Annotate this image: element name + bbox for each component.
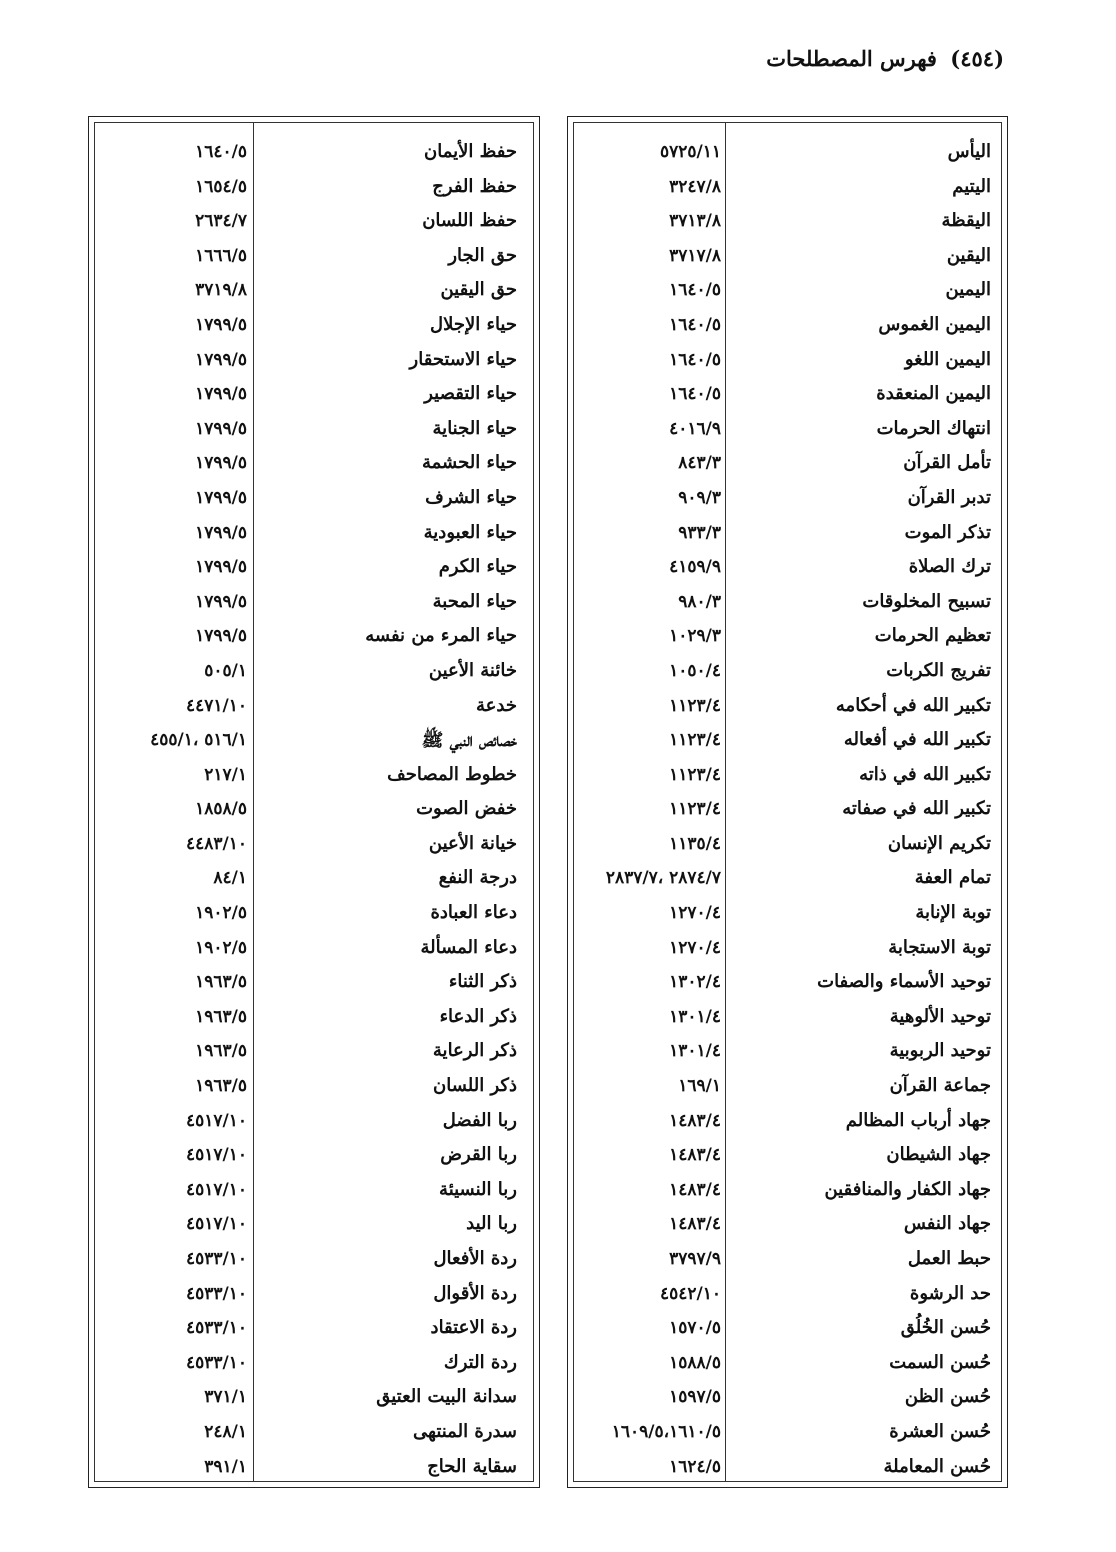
entry-term: ذكر الثناء <box>448 971 517 993</box>
entry-term: تسبيح المخلوقات <box>862 590 991 612</box>
entry-reference: ١٠٢٩/٣ <box>669 626 721 647</box>
entry-reference: ٤٥٣٣/١٠ <box>186 1249 247 1269</box>
index-entry <box>568 379 1007 414</box>
entry-term: سدانة البيت العتيق <box>376 1386 517 1408</box>
entry-term: تفريج الكربات <box>886 659 991 681</box>
entry-term: ذكر الدعاء <box>439 1005 517 1027</box>
entry-term: ربا القرض <box>440 1144 517 1166</box>
index-entry <box>89 829 539 864</box>
entry-reference: ١٨٥٨/٥ <box>195 799 247 820</box>
entry-term: اليمين اللغو <box>904 348 991 370</box>
index-entry <box>568 1209 1007 1244</box>
entry-reference: ٩٣٣/٣ <box>678 522 721 543</box>
index-entry <box>89 1175 539 1210</box>
entry-reference: ٣٧١٩/٨ <box>195 280 247 301</box>
entry-reference: ١٦٥٤/٥ <box>195 176 247 197</box>
entry-reference: ١٣٠٢/٤ <box>669 972 721 993</box>
entry-reference: ٤٥١٧/١٠ <box>186 1179 247 1200</box>
entry-term: جهاد النفس <box>903 1213 991 1235</box>
entry-reference: ٣٧٩٧/٩ <box>669 1249 721 1269</box>
entry-reference: ١٧٩٩/٥ <box>195 453 247 474</box>
index-entry <box>89 863 539 898</box>
entry-reference: ١١٣٥/٤ <box>669 833 721 854</box>
entry-reference: ١٦٢٤/٥ <box>669 1456 721 1477</box>
entry-reference: ١٥٧٠/٥ <box>669 1318 721 1339</box>
entry-reference: ٢٦٣٤/٧ <box>195 211 247 232</box>
entry-term: تكريم الإنسان <box>887 832 991 854</box>
entry-term: ربا النسيئة <box>439 1178 517 1200</box>
index-entry <box>568 310 1007 345</box>
index-entry <box>568 1313 1007 1348</box>
entry-term: اليتيم <box>952 175 991 197</box>
index-entry <box>89 1036 539 1071</box>
entry-reference: ٨٤/١ <box>213 868 247 889</box>
index-entry <box>568 967 1007 1002</box>
entry-reference: ١٧٩٩/٥ <box>195 349 247 370</box>
index-entry <box>89 725 539 760</box>
index-entry <box>89 1348 539 1383</box>
index-entry <box>568 1002 1007 1037</box>
entry-term: خيانة الأعين <box>428 832 517 854</box>
index-entry <box>568 587 1007 622</box>
entry-term: حُسن المعاملة <box>883 1455 991 1477</box>
index-entry <box>568 172 1007 207</box>
entry-term: حياء المحبة <box>432 590 517 612</box>
index-entry <box>568 483 1007 518</box>
entry-term: جهاد أرباب المظالم <box>845 1109 991 1131</box>
index-entry <box>89 794 539 829</box>
index-entry <box>568 725 1007 760</box>
entry-term: انتهاك الحرمات <box>876 417 991 439</box>
entry-reference: ٤١٥٩/٩ <box>669 557 721 578</box>
index-entry <box>568 933 1007 968</box>
entry-reference: ١٦٠٩/٥،١٦١٠/٥ <box>611 1421 721 1442</box>
entry-term: تكبير الله في أحكامه <box>835 694 991 716</box>
entry-term: جهاد الشيطان <box>886 1144 991 1166</box>
entry-reference: ١٩٦٣/٥ <box>195 972 247 993</box>
index-entry <box>89 1244 539 1279</box>
entry-term: توبة الاستجابة <box>888 936 991 958</box>
index-entry <box>568 794 1007 829</box>
index-entry <box>89 552 539 587</box>
index-entry <box>89 656 539 691</box>
entry-term: ردة الترك <box>443 1351 517 1373</box>
entry-term: تأمل القرآن <box>903 452 991 474</box>
entry-reference: ١١٢٣/٤ <box>669 799 721 820</box>
index-entry <box>568 206 1007 241</box>
index-entry <box>89 1209 539 1244</box>
entry-reference: ١٥٨٨/٥ <box>669 1352 721 1373</box>
page-title: فهرس المصطلحات <box>766 46 937 71</box>
index-entry <box>89 518 539 553</box>
entry-reference: ١٧٩٩/٥ <box>195 626 247 647</box>
entry-term: دعاء العبادة <box>430 902 517 924</box>
entry-term: تكبير الله في أفعاله <box>843 729 991 751</box>
index-entry <box>568 1071 1007 1106</box>
index-entry <box>568 1106 1007 1141</box>
index-entry <box>568 898 1007 933</box>
entry-term: اليمين المنعقدة <box>876 383 991 405</box>
index-entry <box>89 310 539 345</box>
entry-term: توبة الإنابة <box>915 902 991 924</box>
entry-term: خفض الصوت <box>416 798 517 820</box>
index-entry <box>89 448 539 483</box>
index-entry <box>89 1382 539 1417</box>
entry-term: حياء التقصير <box>424 383 517 405</box>
index-entry <box>568 656 1007 691</box>
index-entry <box>89 1106 539 1141</box>
index-entry <box>89 587 539 622</box>
entry-reference: ١٦٤٠/٥ <box>669 280 721 301</box>
index-entry <box>568 1452 1007 1487</box>
entry-reference: ١٧٩٩/٥ <box>195 314 247 335</box>
entry-term: ردة الأفعال <box>433 1248 517 1269</box>
entry-list <box>89 137 539 1486</box>
entry-term: حياء الكرم <box>438 556 517 578</box>
index-entry <box>89 414 539 449</box>
entry-reference: ١٧٩٩/٥ <box>195 418 247 439</box>
entry-list <box>568 137 1007 1486</box>
entry-term: سقاية الحاج <box>427 1455 517 1477</box>
index-entry <box>568 275 1007 310</box>
entry-reference: ١٦٦٦/٥ <box>195 245 247 266</box>
entry-reference: ١٧٩٩/٥ <box>195 384 247 405</box>
index-entry <box>568 760 1007 795</box>
index-entry <box>89 1140 539 1175</box>
entry-term: جهاد الكفار والمنافقين <box>824 1178 991 1200</box>
index-entry <box>568 621 1007 656</box>
entry-reference: ١٦٤٠/٥ <box>195 142 247 162</box>
entry-reference: ٥٠٥/١ <box>204 660 247 681</box>
index-entry <box>89 691 539 726</box>
entry-reference: ٤٤٧١/١٠ <box>186 695 247 716</box>
index-entry <box>568 1348 1007 1383</box>
entry-reference: ١٧٩٩/٥ <box>195 487 247 508</box>
entry-reference: ٢٨٧٤/٧ ،٢٨٣٧/٧ <box>605 868 721 889</box>
entry-term: حق الجار <box>448 244 517 266</box>
entry-reference: ٣٧١٧/٨ <box>669 245 721 266</box>
entry-reference: ١٦٤٠/٥ <box>669 314 721 335</box>
entry-reference: ٣٧١٣/٨ <box>669 211 721 232</box>
entry-term: تعظيم الحرمات <box>874 625 991 647</box>
entry-reference: ٣٩١/١ <box>204 1456 247 1477</box>
page-header <box>766 46 1004 71</box>
page-number: (٤٥٤) <box>950 46 1004 71</box>
entry-reference: ١٥٩٧/٥ <box>669 1387 721 1408</box>
entry-reference: ١٧٩٩/٥ <box>195 522 247 543</box>
entry-term: سدرة المنتهى <box>413 1420 517 1442</box>
entry-term: ذكر الرعاية <box>432 1040 517 1062</box>
index-entry <box>568 137 1007 172</box>
entry-reference: ٤٥٣٣/١٠ <box>186 1318 247 1339</box>
entry-term: تمام العفة <box>914 867 991 889</box>
entry-reference: ١٩٦٣/٥ <box>195 1006 247 1027</box>
entry-reference: ٩٠٩/٣ <box>678 487 721 508</box>
index-entry <box>89 621 539 656</box>
entry-reference: ١١٢٣/٤ <box>669 764 721 785</box>
index-entry <box>568 1140 1007 1175</box>
entry-reference: ١٧٩٩/٥ <box>195 591 247 612</box>
entry-term: حفظ الأيمان <box>424 141 517 162</box>
entry-reference: ٤٥١٧/١٠ <box>186 1110 247 1131</box>
entry-reference: ١٤٨٣/٤ <box>669 1179 721 1200</box>
entry-reference: ١٦٤٠/٥ <box>669 349 721 370</box>
entry-term: حياء الحشمة <box>422 452 517 474</box>
index-column-left <box>88 116 540 1488</box>
index-column-right <box>567 116 1008 1488</box>
index-entry <box>568 1175 1007 1210</box>
entry-term: اليقظة <box>941 210 991 232</box>
entry-term: توحيد الربوبية <box>889 1040 991 1062</box>
entry-term: اليأس <box>947 141 991 162</box>
index-entry <box>568 1382 1007 1417</box>
index-entry <box>89 933 539 968</box>
index-entry <box>568 829 1007 864</box>
entry-term: درجة النفع <box>438 867 517 889</box>
index-entry <box>568 345 1007 380</box>
entry-reference: ٥١٦/١ ،٤٥٥/١ <box>150 730 247 751</box>
entry-reference: ١٧٩٩/٥ <box>195 557 247 578</box>
index-entry <box>89 1313 539 1348</box>
entry-term: حياء الإجلال <box>430 313 517 335</box>
entry-term: دعاء المسألة <box>420 936 517 958</box>
index-entry <box>89 275 539 310</box>
entry-term: حُسن الظن <box>904 1386 991 1408</box>
entry-term: حياء العبودية <box>423 521 517 543</box>
entry-reference: ٩٨٠/٣ <box>678 591 721 612</box>
entry-reference: ٤٠١٦/٩ <box>669 418 721 439</box>
index-entry <box>568 241 1007 276</box>
entry-reference: ٤٥٤٢/١٠ <box>660 1283 721 1304</box>
entry-reference: ٢١٧/١ <box>204 764 247 785</box>
entry-term: اليمين <box>945 279 991 301</box>
index-entry <box>568 1244 1007 1279</box>
entry-reference: ١٦٩/١ <box>678 1076 721 1097</box>
index-entry <box>89 1002 539 1037</box>
entry-term: ردة الاعتقاد <box>430 1317 517 1339</box>
entry-term: خدعة <box>476 694 517 716</box>
index-entry <box>568 1279 1007 1314</box>
index-entry <box>89 1452 539 1487</box>
index-entry <box>568 552 1007 587</box>
index-entry <box>89 967 539 1002</box>
entry-reference: ١٤٨٣/٤ <box>669 1145 721 1166</box>
entry-reference: ١١٢٣/٤ <box>669 730 721 751</box>
entry-reference: ١٦٤٠/٥ <box>669 384 721 405</box>
index-entry <box>89 1279 539 1314</box>
index-entry <box>89 206 539 241</box>
entry-term: حياء المرء من نفسه <box>365 625 517 647</box>
entry-term: خطوط المصاحف <box>387 763 517 785</box>
entry-reference: ٢٤٨/١ <box>204 1421 247 1442</box>
entry-term: حق اليقين <box>440 279 517 301</box>
entry-term: حبط العمل <box>907 1248 991 1269</box>
entry-reference: ١٩٠٢/٥ <box>195 903 247 924</box>
entry-term: ربا اليد <box>466 1213 517 1235</box>
entry-reference: ٤٥٣٣/١٠ <box>186 1352 247 1373</box>
entry-reference: ٥٧٢٥/١١ <box>660 142 721 162</box>
index-entry <box>89 241 539 276</box>
entry-reference: ٣٧١/١ <box>204 1387 247 1408</box>
index-entry <box>89 898 539 933</box>
entry-term: ردة الأقوال <box>433 1282 517 1304</box>
entry-term: اليمين الغموس <box>878 313 991 335</box>
entry-term: تدبر القرآن <box>907 486 991 508</box>
entry-term: حياء الاستحقار <box>409 348 517 370</box>
entry-term: تذكر الموت <box>904 521 991 543</box>
entry-term: ربا الفضل <box>442 1109 517 1131</box>
entry-term: حياء الجناية <box>432 417 517 439</box>
entry-reference: ٤٥١٧/١٠ <box>186 1145 247 1166</box>
entry-reference: ١٤٨٣/٤ <box>669 1110 721 1131</box>
index-entry <box>568 518 1007 553</box>
entry-term: حفظ الفرج <box>432 175 517 197</box>
entry-term: توحيد الألوهية <box>889 1005 991 1027</box>
entry-reference: ١١٢٣/٤ <box>669 695 721 716</box>
entry-term: توحيد الأسماء والصفات <box>817 971 991 993</box>
entry-reference: ٤٤٨٣/١٠ <box>186 833 247 854</box>
entry-term: ذكر اللسان <box>433 1075 517 1097</box>
index-entry <box>89 137 539 172</box>
entry-term: حُسن السمت <box>889 1351 991 1373</box>
entry-term: تكبير الله في صفاته <box>842 798 991 820</box>
index-entry <box>568 448 1007 483</box>
entry-reference: ٨٤٣/٣ <box>678 453 721 474</box>
index-entry <box>89 1417 539 1452</box>
entry-term: خصائص النبي ﷺ <box>421 730 517 752</box>
entry-reference: ١٢٧٠/٤ <box>669 937 721 958</box>
entry-reference: ٣٢٤٧/٨ <box>669 176 721 197</box>
index-entry <box>568 1417 1007 1452</box>
entry-term: خائنة الأعين <box>428 659 517 681</box>
index-entry <box>89 345 539 380</box>
entry-term: حُسن العشرة <box>889 1420 991 1442</box>
index-entry <box>89 172 539 207</box>
entry-reference: ١٠٥٠/٤ <box>669 660 721 681</box>
entry-reference: ١٣٠١/٤ <box>669 1041 721 1062</box>
index-entry <box>89 379 539 414</box>
entry-term: حد الرشوة <box>909 1282 991 1304</box>
entry-term: حفظ اللسان <box>422 210 517 232</box>
index-entry <box>568 1036 1007 1071</box>
entry-reference: ١٩٠٢/٥ <box>195 937 247 958</box>
index-entry <box>568 414 1007 449</box>
entry-term: ترك الصلاة <box>908 556 991 578</box>
entry-reference: ١٢٧٠/٤ <box>669 903 721 924</box>
index-entry <box>568 691 1007 726</box>
entry-term: جماعة القرآن <box>889 1075 991 1097</box>
entry-reference: ١٩٦٣/٥ <box>195 1041 247 1062</box>
entry-reference: ٤٥١٧/١٠ <box>186 1214 247 1235</box>
index-entry <box>89 760 539 795</box>
entry-reference: ١٣٠١/٤ <box>669 1006 721 1027</box>
entry-term: اليقين <box>946 244 991 266</box>
index-entry <box>89 1071 539 1106</box>
entry-reference: ١٤٨٣/٤ <box>669 1214 721 1235</box>
entry-term: حياء الشرف <box>425 486 517 508</box>
entry-term: حُسن الخُلُق <box>900 1317 991 1339</box>
entry-reference: ٤٥٣٣/١٠ <box>186 1283 247 1304</box>
index-entry <box>568 863 1007 898</box>
entry-term: تكبير الله في ذاته <box>859 763 991 785</box>
entry-reference: ١٩٦٣/٥ <box>195 1076 247 1097</box>
index-entry <box>89 483 539 518</box>
